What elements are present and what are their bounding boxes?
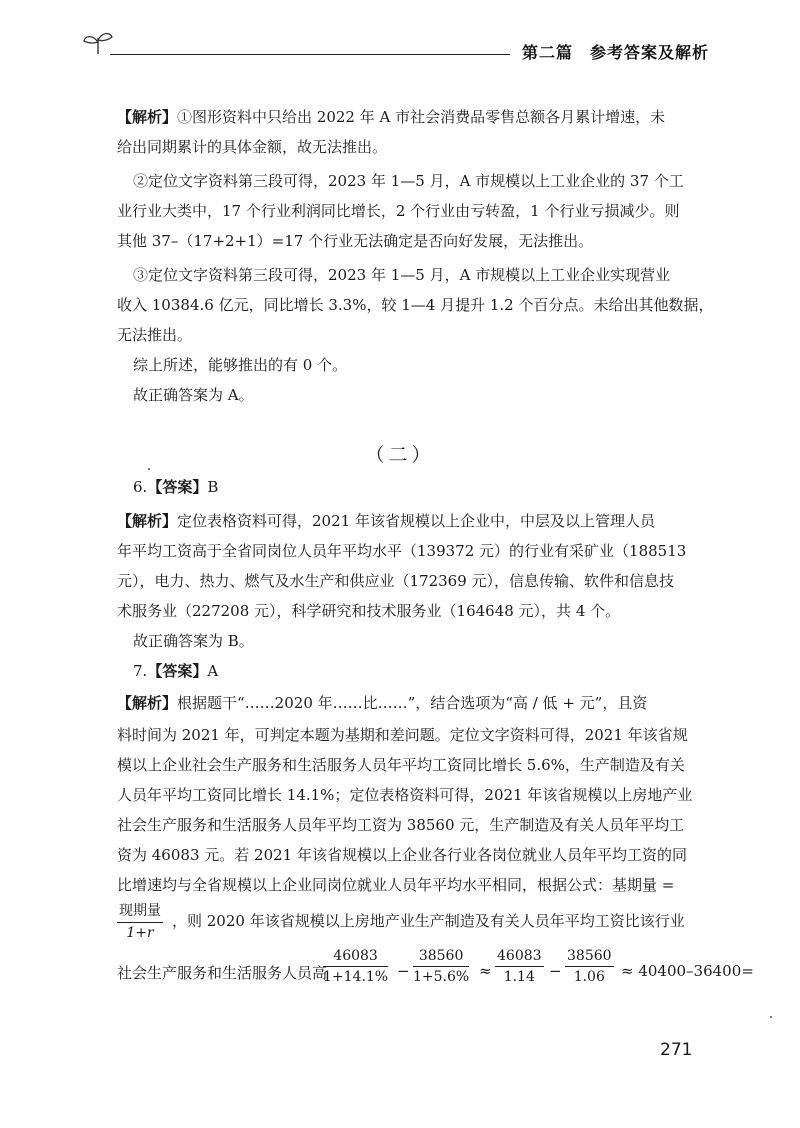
paragraph-line: 【解析】定位表格资料可得，2021 年该省规模以上企业中，中层及以上管理人员 <box>117 512 655 530</box>
question-7-answer: 7.【答案】A <box>133 662 219 680</box>
paragraph-line: 其他 37–（17+2+1）=17 个行业无法确定是否向好发展，无法推出。 <box>117 232 594 250</box>
paragraph-line: 模以上企业社会生产服务和生活服务人员年平均工资同比增长 5.6%，生产制造及有关 <box>117 756 685 774</box>
paragraph-line: 业行业大类中，17 个行业利润同比增长，2 个行业由亏转盈，1 个行业亏损减少。则 <box>117 202 680 220</box>
analysis-tag: 【解析】 <box>117 108 178 126</box>
paragraph-line: 年平均工资高于全省同岗位人员年平均水平（139372 元）的行业有采矿业（188513 <box>117 542 687 560</box>
paragraph-line: 【解析】①图形资料中只给出 2022 年 A 市社会消费品零售总额各月累计增速，未 <box>117 108 666 126</box>
page-number: 271 <box>660 1040 693 1060</box>
calculation-line: 社会生产服务和生活服务人员高 $\frac{46083}{1+14.1\%}$ − $\frac{38560}{1+5.6\%}$ ≈ $\frac{46083}{1.14}$ − $\frac{38560}{1.06}$ ≈ 40400–36400= <box>117 948 754 985</box>
paragraph-line: ②定位文字资料第三段可得，2023 年 1—5 月，A 市规模以上工业企业的 37 个工 <box>133 172 684 190</box>
paragraph-line: 资为 46083 元。若 2021 年该省规模以上企业各行业各岗位就业人员年平均工资的同 <box>117 846 687 864</box>
header-rule <box>110 54 510 55</box>
paragraph-line: 比增速均与全省规模以上企业同岗位就业人员年平均水平相同，根据公式：基期量 = <box>117 876 675 894</box>
sprout-icon <box>82 30 114 56</box>
paragraph-line: 人员年平均工资同比增长 14.1%；定位表格资料可得，2021 年该省规模以上房地产业 <box>117 786 693 804</box>
formula-fraction: $\frac{38560}{1+5.6\%}$ <box>413 948 470 985</box>
paragraph-line: 【解析】根据题干“……2020 年……比……”，结合选项为“高 / 低 + 元”，且资 <box>117 694 648 712</box>
analysis-tag: 【解析】 <box>117 512 178 530</box>
paragraph-line: 给出同期累计的具体金额，故无法推出。 <box>117 138 388 156</box>
scan-speck <box>770 1016 772 1018</box>
paragraph-line: 收入 10384.6 亿元，同比增长 3.3%，较 1—4 月提升 1.2 个百分点。未给出其他数据， <box>117 296 714 314</box>
section-title: （二） <box>365 444 435 466</box>
paragraph-line: 故正确答案为 A。 <box>133 386 254 404</box>
paragraph-line: 故正确答案为 B。 <box>133 632 254 650</box>
formula-fraction: $\frac{46083}{1.14}$ <box>497 948 542 985</box>
question-6-answer: 6.【答案】B <box>133 478 219 496</box>
formula-fraction: 现期量 1+r <box>117 900 163 941</box>
paragraph-line: 术服务业（227208 元），科学研究和技术服务业（164648 元），共 4 个。 <box>117 602 621 620</box>
paragraph-line: 无法推出。 <box>117 326 193 344</box>
running-header: 第二篇 参考答案及解析 <box>522 43 710 62</box>
analysis-tag: 【解析】 <box>117 694 178 712</box>
paragraph-line: ③定位文字资料第三段可得，2023 年 1—5 月，A 市规模以上工业企业实现营业 <box>133 266 671 284</box>
formula-fraction: $\frac{46083}{1+14.1\%}$ <box>323 948 389 985</box>
paragraph-line: 社会生产服务和生活服务人员年平均工资为 38560 元，生产制造及有关人员年平均工 <box>117 816 685 834</box>
formula-fraction: $\frac{38560}{1.06}$ <box>567 948 612 985</box>
paragraph-line: 元），电力、热力、燃气及水生产和供应业（172369 元），信息传输、软件和信息技 <box>117 572 675 590</box>
paragraph-line: 料时间为 2021 年，可判定本题为基期和差问题。定位文字资料可得，2021 年该省规 <box>117 726 688 744</box>
scan-speck <box>148 468 150 470</box>
paragraph-line: 综上所述，能够推出的有 0 个。 <box>133 356 348 374</box>
paragraph-line: ，则 2020 年该省规模以上房地产业生产制造及有关人员年平均工资比该行业 <box>172 912 685 930</box>
